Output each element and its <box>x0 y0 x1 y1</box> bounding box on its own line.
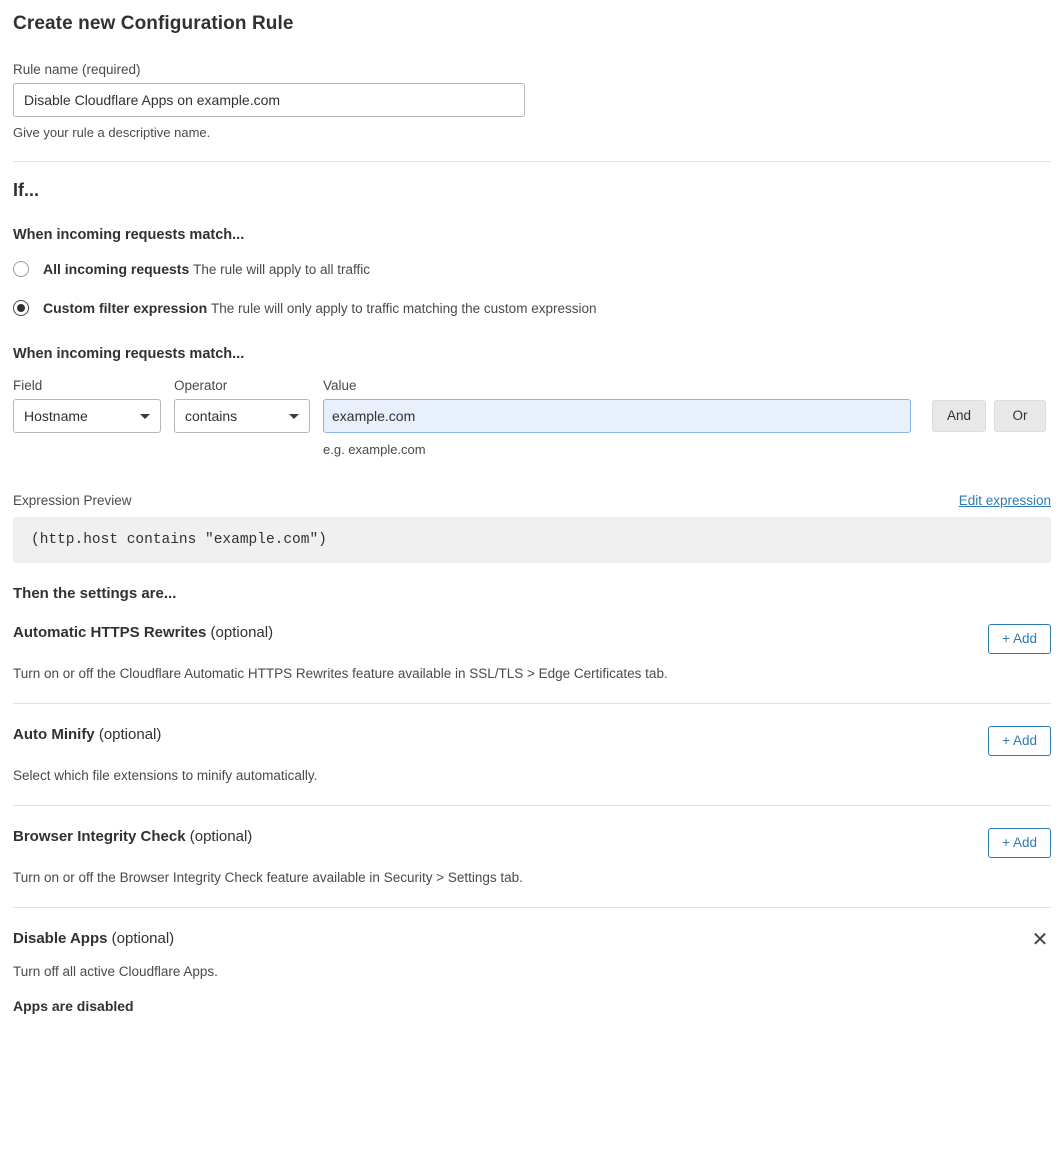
setting-name: Automatic HTTPS Rewrites <box>13 623 207 641</box>
edit-expression-link[interactable]: Edit expression <box>958 492 1051 508</box>
add-button[interactable]: + Add <box>988 828 1051 858</box>
status-badge: Apps are disabled <box>13 997 134 1014</box>
field-select-value: Hostname <box>24 407 88 424</box>
radio-icon-selected[interactable] <box>13 300 29 316</box>
expression-preview-text: (http.host contains "example.com") <box>13 517 1051 563</box>
setting-auto-minify <box>13 703 1051 783</box>
value-hint: e.g. example.com <box>323 441 426 457</box>
setting-optional-tag: (optional) <box>189 827 253 845</box>
radio-option-desc: The rule will only apply to traffic matching the custom expression <box>211 301 597 317</box>
match-heading: When incoming requests match... <box>13 227 245 243</box>
chevron-down-icon <box>140 414 150 419</box>
setting-optional-tag: (optional) <box>98 725 162 743</box>
rule-name-label: Rule name (required) <box>13 62 141 77</box>
setting-automatic-https-rewrites <box>13 602 1051 681</box>
setting-description: Turn on or off the Browser Integrity Check feature available in Security > Settings tab. <box>13 869 523 885</box>
setting-title <box>13 726 161 743</box>
value-input[interactable] <box>323 399 911 433</box>
match-options <box>13 259 1051 320</box>
chevron-down-icon <box>289 414 299 419</box>
setting-title <box>13 828 252 845</box>
setting-description: Turn off all active Cloudflare Apps. <box>13 963 218 979</box>
add-button[interactable]: + Add <box>988 624 1051 654</box>
operator-select-value: contains <box>185 407 238 424</box>
setting-optional-tag: (optional) <box>210 623 274 641</box>
configuration-rule-form <box>0 13 1064 1014</box>
or-button[interactable]: Or <box>994 400 1046 432</box>
then-section-title: Then the settings are... <box>13 584 177 602</box>
radio-option-custom-filter[interactable] <box>13 298 1051 319</box>
and-or-buttons <box>924 400 1046 432</box>
setting-name: Browser Integrity Check <box>13 827 186 845</box>
radio-option-desc: The rule will apply to all traffic <box>193 262 370 277</box>
setting-optional-tag: (optional) <box>111 929 175 947</box>
add-button[interactable]: + Add <box>988 726 1051 756</box>
setting-title <box>13 930 174 947</box>
setting-name: Disable Apps <box>13 929 108 947</box>
expression-preview-label: Expression Preview <box>13 492 132 508</box>
builder-heading: When incoming requests match... <box>13 345 245 362</box>
if-section-title: If... <box>13 180 39 200</box>
close-icon[interactable]: ✕ <box>1031 928 1049 951</box>
setting-description: Turn on or off the Cloudflare Automatic HTTPS Rewrites feature available in SSL/TLS > Edge Certificates tab. <box>13 665 668 681</box>
field-column <box>13 378 161 433</box>
setting-browser-integrity-check <box>13 805 1051 885</box>
operator-select[interactable] <box>174 399 310 433</box>
field-label: Field <box>13 377 43 393</box>
value-column <box>323 378 911 457</box>
radio-option-title: Custom filter expression <box>43 300 208 317</box>
operator-column <box>174 378 310 433</box>
field-select[interactable] <box>13 399 161 433</box>
setting-title <box>13 624 273 641</box>
divider <box>13 161 1051 162</box>
radio-option-title: All incoming requests <box>43 261 190 277</box>
setting-disable-apps <box>13 907 1051 1014</box>
setting-name: Auto Minify <box>13 725 95 743</box>
radio-icon[interactable] <box>13 261 29 277</box>
rule-name-input[interactable] <box>13 83 525 117</box>
and-button[interactable]: And <box>932 400 986 432</box>
value-label: Value <box>323 377 357 393</box>
rule-name-helper: Give your rule a descriptive name. <box>13 125 211 140</box>
filter-builder-row <box>13 378 1051 457</box>
expression-header <box>13 493 1051 508</box>
operator-label: Operator <box>174 377 228 393</box>
page-title: Create new Configuration Rule <box>13 13 294 34</box>
radio-option-all-requests[interactable] <box>13 259 1051 280</box>
setting-description: Select which file extensions to minify automatically. <box>13 767 318 783</box>
